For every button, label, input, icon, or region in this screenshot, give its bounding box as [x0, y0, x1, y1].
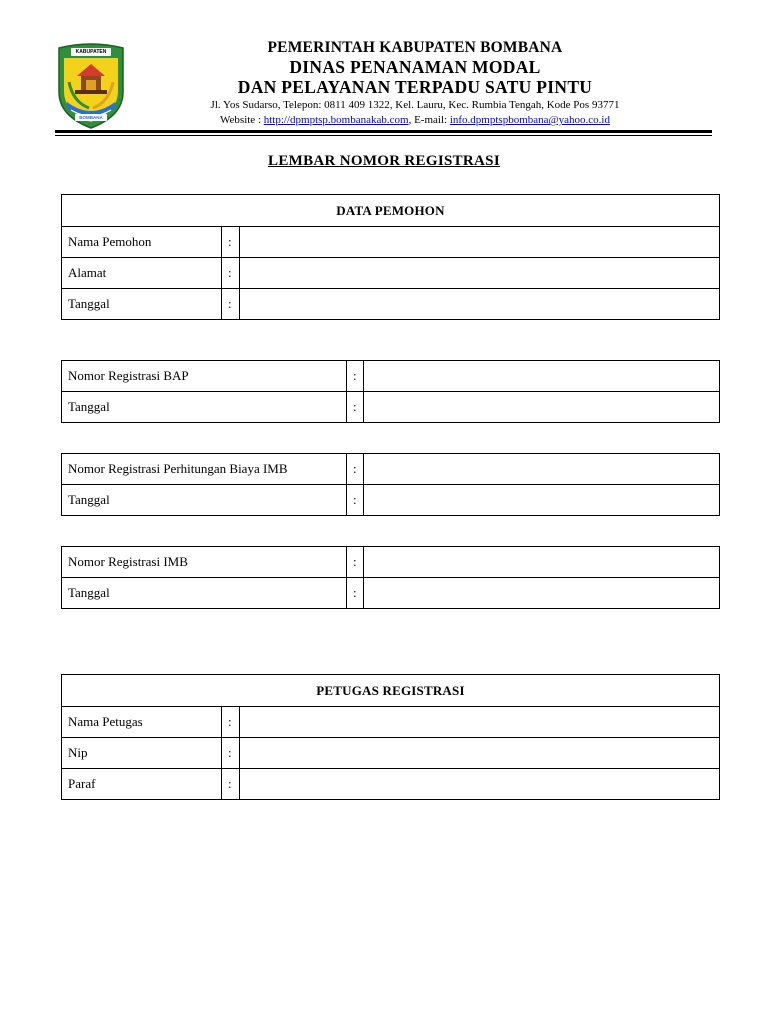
- colon: :: [222, 738, 240, 769]
- table-row: [62, 738, 720, 769]
- field-label: Nama Pemohon: [62, 227, 222, 258]
- section-header: PETUGAS REGISTRASI: [62, 675, 720, 707]
- field-label: Tanggal: [62, 289, 222, 320]
- bap-registration-table: [61, 360, 720, 423]
- field-label: Tanggal: [62, 485, 347, 516]
- applicant-date-field[interactable]: [240, 289, 720, 320]
- officer-signature-field[interactable]: [240, 769, 720, 800]
- colon: :: [347, 485, 364, 516]
- colon: :: [222, 769, 240, 800]
- letterhead-divider-thick: [55, 130, 712, 133]
- letterhead-address: Jl. Yos Sudarso, Telepon: 0811 409 1322, Kel. Lauru, Kec. Rumbia Tengah, Kode Pos 93771: [210, 99, 620, 111]
- field-label: Nomor Registrasi IMB: [62, 547, 347, 578]
- table-row: [62, 707, 720, 738]
- letterhead-government: PEMERINTAH KABUPATEN BOMBANA: [267, 39, 563, 56]
- field-label: Nama Petugas: [62, 707, 222, 738]
- colon: :: [347, 454, 364, 485]
- table-row: [62, 547, 720, 578]
- letterhead-office-line1: DINAS PENANAMAN MODAL: [289, 57, 541, 77]
- applicant-address-field[interactable]: [240, 258, 720, 289]
- colon: :: [347, 578, 364, 609]
- table-row: [62, 769, 720, 800]
- letterhead-contact: [140, 113, 690, 128]
- letterhead: [140, 38, 690, 128]
- table-row: [62, 485, 720, 516]
- registration-officer-table: [61, 674, 720, 800]
- table-row: [62, 227, 720, 258]
- colon: :: [222, 258, 240, 289]
- applicant-data-table: [61, 194, 720, 320]
- letterhead-office-line2: DAN PELAYANAN TERPADU SATU PINTU: [237, 77, 593, 97]
- document-title: LEMBAR NOMOR REGISTRASI: [268, 153, 500, 169]
- field-label: Paraf: [62, 769, 222, 800]
- bap-number-field[interactable]: [364, 361, 720, 392]
- colon: :: [347, 361, 364, 392]
- kabupaten-bombana-emblem-icon: [53, 42, 129, 130]
- section-header: DATA PEMOHON: [62, 195, 720, 227]
- logo-top-text: KABUPATEN: [75, 49, 107, 55]
- table-header-row: [62, 195, 720, 227]
- colon: :: [222, 289, 240, 320]
- colon: :: [222, 227, 240, 258]
- colon: :: [347, 392, 364, 423]
- letterhead-divider-thin: [55, 135, 712, 136]
- officer-nip-field[interactable]: [240, 738, 720, 769]
- field-label: Alamat: [62, 258, 222, 289]
- imb-registration-table: [61, 546, 720, 609]
- imb-fee-registration-table: [61, 453, 720, 516]
- officer-name-field[interactable]: [240, 707, 720, 738]
- colon: :: [222, 707, 240, 738]
- table-row: [62, 258, 720, 289]
- table-row: [62, 392, 720, 423]
- website-label: Website :: [220, 114, 264, 126]
- table-row: [62, 289, 720, 320]
- imb-date-field[interactable]: [364, 578, 720, 609]
- logo-bottom-text: BOMBANA: [79, 115, 103, 120]
- field-label: Nomor Registrasi Perhitungan Biaya IMB: [62, 454, 347, 485]
- field-label: Tanggal: [62, 392, 347, 423]
- colon: :: [347, 547, 364, 578]
- field-label: Nip: [62, 738, 222, 769]
- table-row: [62, 578, 720, 609]
- imb-fee-date-field[interactable]: [364, 485, 720, 516]
- table-header-row: [62, 675, 720, 707]
- email-link[interactable]: info.dpmptspbombana@yahoo.co.id: [449, 114, 610, 126]
- field-label: Nomor Registrasi BAP: [62, 361, 347, 392]
- imb-number-field[interactable]: [364, 547, 720, 578]
- field-label: Tanggal: [62, 578, 347, 609]
- applicant-name-field[interactable]: [240, 227, 720, 258]
- website-link[interactable]: http://dpmptsp.bombanakab.com: [263, 114, 409, 126]
- bap-date-field[interactable]: [364, 392, 720, 423]
- imb-fee-number-field[interactable]: [364, 454, 720, 485]
- table-row: [62, 361, 720, 392]
- table-row: [62, 454, 720, 485]
- email-label: , E-mail:: [408, 114, 450, 126]
